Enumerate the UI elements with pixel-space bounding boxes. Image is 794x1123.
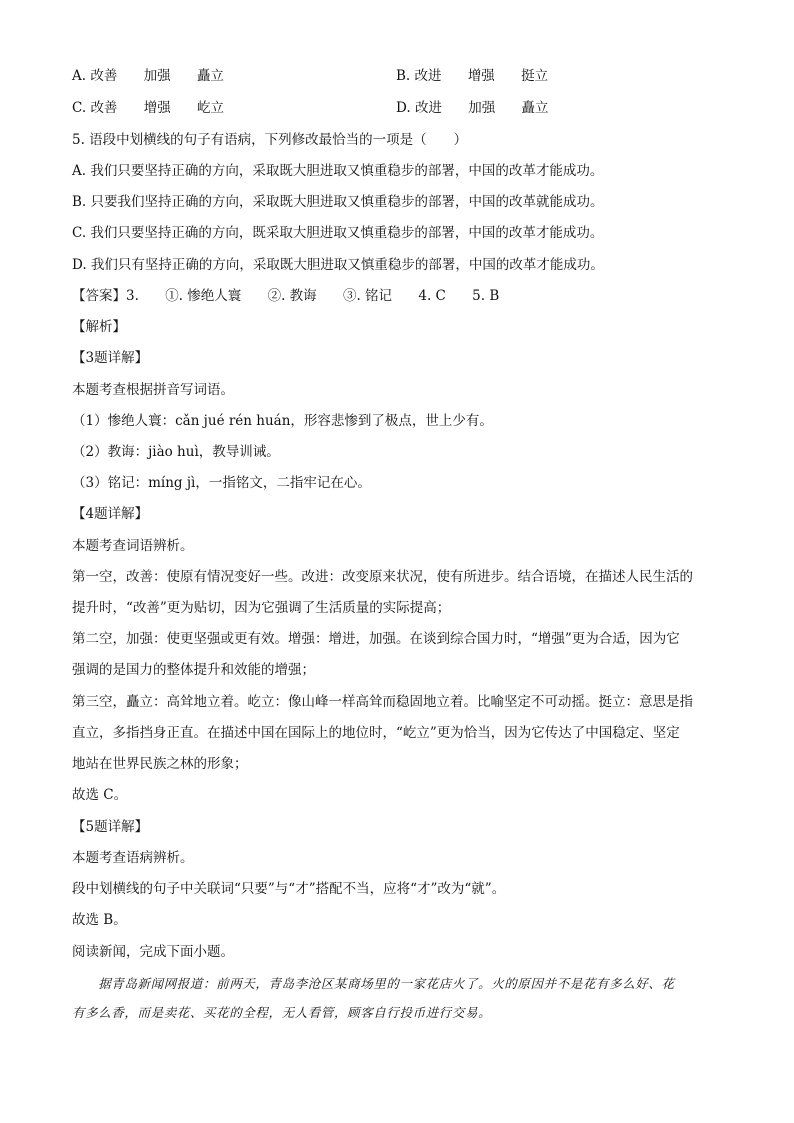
option-c-word2: 增强 <box>143 100 171 116</box>
option-c-word1: 改善 <box>90 100 118 116</box>
option-a-word2: 加强 <box>143 68 171 84</box>
answer-line <box>72 286 499 306</box>
option-d-label: D. <box>396 100 411 116</box>
option-d-word3: 矗立 <box>521 100 549 116</box>
analysis-q4-heading: 【4题详解】 <box>72 506 149 522</box>
option-b-word3: 挺立 <box>521 68 549 84</box>
analysis-q3-item1: （1）惨绝人寰：cǎn jué rén huán，形容悲惨到了极点，世上少有。 <box>72 413 493 429</box>
analysis-q4-blank2-line2: 强调的是国力的整体提升和效能的增强； <box>72 662 315 678</box>
analysis-q3-heading: 【3题详解】 <box>72 350 149 366</box>
option-b-word1: 改进 <box>414 68 442 84</box>
analysis-q3-item2: （2）教诲：jiào huì，教导训诫。 <box>72 444 280 460</box>
option-b <box>396 66 548 86</box>
analysis-label: 【解析】 <box>72 319 126 335</box>
analysis-q5-explanation: 段中划横线的句子中关联词“只要”与“才”搭配不当，应将“才”改为“就”。 <box>72 881 506 897</box>
option-c <box>72 100 224 116</box>
analysis-q4-blank3-line2: 直立，多指挡身正直。在描述中国在国际上的地位时，“屹立”更为恰当，因为它传达了中国稳定、坚定 <box>72 725 680 741</box>
analysis-q5-heading: 【5题详解】 <box>72 819 149 835</box>
option-a-label: A. <box>72 68 87 84</box>
analysis-q4-conclusion: 故选 C。 <box>72 787 128 803</box>
option-c-label: C. <box>72 100 87 116</box>
question-5-option-b: B. 只要我们坚持正确的方向，采取既大胆进取又慎重稳步的部署，中国的改革就能成功。 <box>72 194 604 210</box>
analysis-q4-blank1-line1: 第一空，改善：使原有情况变好一些。改进：改变原来状况，使有所进步。结合语境，在描述人民生活的 <box>72 569 693 585</box>
question-5-stem: 5. 语段中划横线的句子有语病，下列修改最恰当的一项是（ ） <box>72 132 468 148</box>
question-5-option-a: A. 我们只要坚持正确的方向，采取既大胆进取又慎重稳步的部署，中国的改革才能成功。 <box>72 163 604 179</box>
option-b-label: B. <box>396 68 411 84</box>
option-row-cd <box>72 98 549 118</box>
option-d <box>396 98 549 118</box>
question-5-option-d: D. 我们只有坚持正确的方向，采取既大胆进取又慎重稳步的部署，中国的改革才能成功。 <box>72 257 604 273</box>
analysis-q5-intro: 本题考查语病辨析。 <box>72 850 194 866</box>
option-a <box>72 68 224 84</box>
analysis-q4-blank3-line3: 地站在世界民族之林的形象； <box>72 756 248 772</box>
analysis-q3-item3: （3）铭记：míng jì，一指铭文，二指牢记在心。 <box>72 475 371 491</box>
option-a-word1: 改善 <box>90 68 118 84</box>
answer-q3: 3. <box>126 288 139 304</box>
news-paragraph-line2: 有多么香，而是卖花、买花的全程，无人看管，顾客自行投币进行交易。 <box>72 1005 492 1020</box>
analysis-q5-conclusion: 故选 B。 <box>72 912 127 928</box>
option-c-word3: 屹立 <box>197 100 225 116</box>
answer-label: 【答案】 <box>72 288 126 304</box>
analysis-q4-intro: 本题考查词语辨析。 <box>72 538 194 554</box>
analysis-q4-blank1-line2: 提升时，“改善”更为贴切，因为它强调了生活质量的实际提高； <box>72 600 451 616</box>
analysis-q4-blank3-line1: 第三空，矗立：高耸地立着。屹立：像山峰一样高耸而稳固地立着。比喻坚定不可动摇。挺立：意思是指 <box>72 694 693 710</box>
option-b-word2: 增强 <box>467 68 495 84</box>
answer-4: 4. C <box>418 288 446 304</box>
option-a-word3: 矗立 <box>196 68 224 84</box>
analysis-q3-intro: 本题考查根据拼音写词语。 <box>72 382 234 398</box>
analysis-q4-blank2-line1: 第二空，加强：使更坚强或更有效。增强：增进，加强。在谈到综合国力时，“增强”更为合适，因为它 <box>72 631 680 647</box>
option-d-word2: 加强 <box>468 100 496 116</box>
news-paragraph-line1: 据青岛新闻网报道：前两天，青岛李沧区某商场里的一家花店火了。火的原因并不是花有多么好、花 <box>72 976 675 991</box>
answer-3-3: ③. 铭记 <box>342 288 393 304</box>
answer-3-1: ①. 惨绝人寰 <box>165 288 242 304</box>
option-d-word1: 改进 <box>414 100 442 116</box>
reading-intro: 阅读新闻，完成下面小题。 <box>72 944 234 960</box>
answer-3-2: ②. 教诲 <box>267 288 317 304</box>
option-row-ab <box>72 66 549 86</box>
answer-5: 5. B <box>472 288 500 304</box>
question-5-option-c: C. 我们只要坚持正确的方向，既采取大胆进取又慎重稳步的部署，中国的改革才能成功。 <box>72 225 604 241</box>
